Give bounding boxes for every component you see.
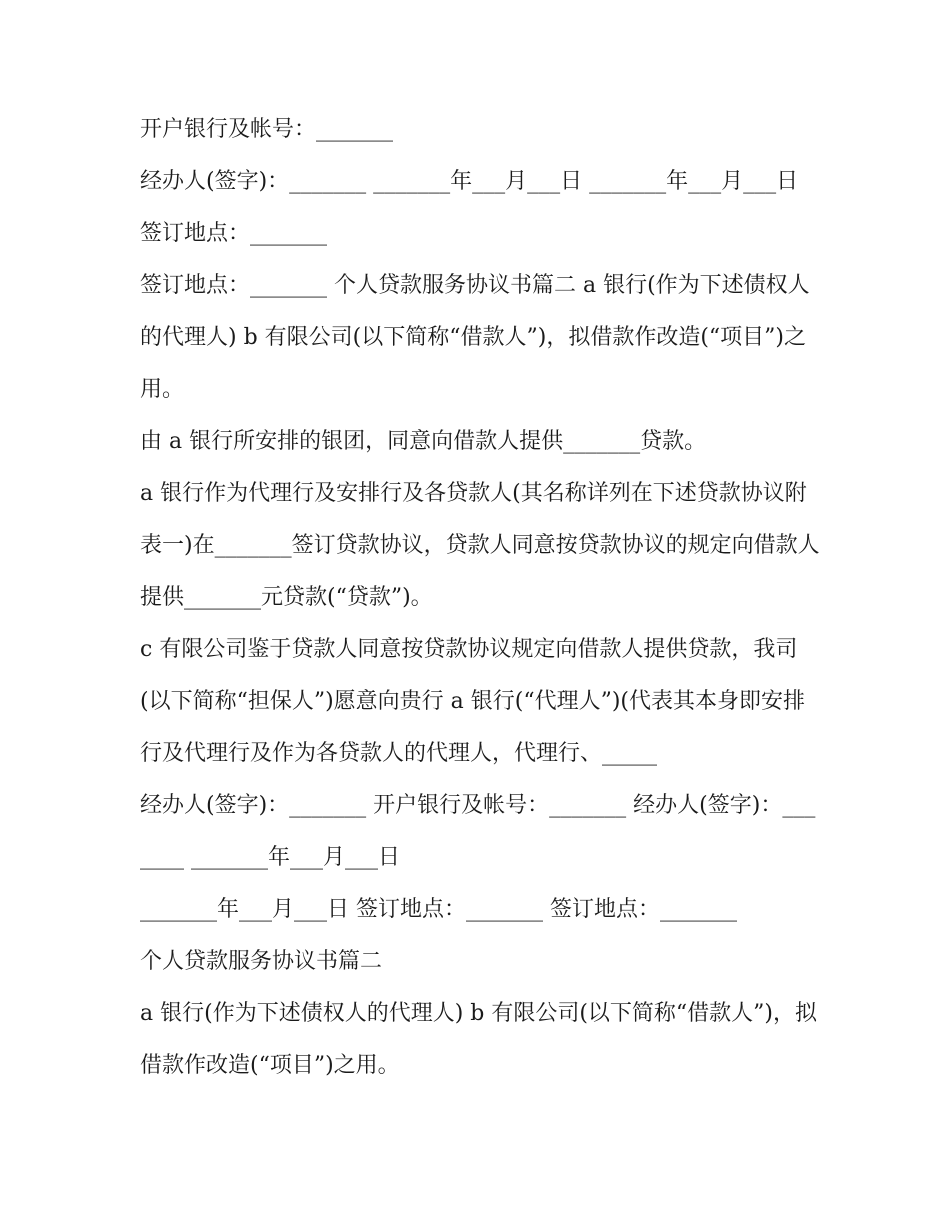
paragraph-guarantor: c 有限公司鉴于贷款人同意按贷款协议规定向借款人提供贷款，我司(以下简称“担保人”)愿意向贵行 a 银行(“代理人”)(代表其本身即安排行及代理行及作为各贷款人的代理人，代理行、_____ [140, 637, 806, 766]
paragraph-loan-agreement: a 银行作为代理行及安排行及各贷款人(其名称详列在下述贷款协议附表一)在_______签订贷款协议，贷款人同意按贷款协议的规定向借款人提供_______元贷款(“贷款”)。 [140, 481, 820, 610]
paragraph-bank-borrower: a 银行(作为下述债权人的代理人) b 有限公司(以下简称“借款人”)，拟借款作改造(“项目”)之用。 [140, 1001, 818, 1078]
paragraph-syndicate-loan: 由 a 银行所安排的银团，同意向借款人提供_______贷款。 [140, 429, 707, 454]
paragraph-signatory-date-place: 经办人(签字)：_______ _______年___月___日 _______年___月___日 签订地点：_______ [140, 169, 806, 246]
paragraph-place-agreement-intro: 签订地点：_______ 个人贷款服务协议书篇二 a 银行(作为下述债权人的代理人) b 有限公司(以下简称“借款人”)，拟借款作改造(“项目”)之用。 [140, 273, 810, 402]
document-body [140, 104, 820, 1092]
paragraph-signatory-account: 经办人(签字)：_______ 开户银行及帐号：_______ 经办人(签字)：_______ _______年___月___日 [140, 793, 816, 870]
paragraph-section-title: 个人贷款服务协议书篇二 [140, 949, 383, 974]
paragraph-bank-account: 开户银行及帐号：_______ [140, 117, 394, 142]
paragraph-date-place: _______年___月___日 签订地点：_______ 签订地点：_______ [140, 897, 737, 922]
